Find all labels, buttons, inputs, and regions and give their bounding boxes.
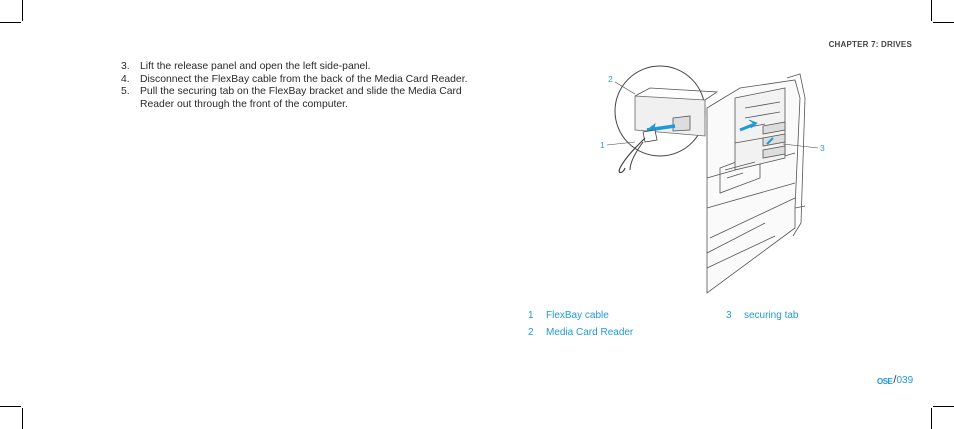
legend-label: Media Card Reader — [546, 327, 634, 338]
crop-mark — [931, 408, 932, 429]
legend-number: 3 — [726, 310, 732, 321]
legend-number: 1 — [528, 310, 534, 321]
crop-mark — [0, 406, 21, 407]
crop-mark — [933, 406, 954, 407]
step-text: Disconnect the FlexBay cable from the back of the Media Card Reader. — [140, 73, 468, 85]
legend-number: 2 — [528, 327, 534, 338]
crop-mark — [22, 408, 23, 429]
step-number: 4. — [121, 73, 130, 85]
step-item — [121, 61, 481, 74]
step-text: Lift the release panel and open the left side-panel. — [140, 61, 371, 72]
step-item — [121, 74, 481, 87]
crop-mark — [22, 0, 23, 21]
crop-mark — [931, 0, 932, 21]
crop-mark — [0, 22, 21, 23]
page-number — [877, 374, 913, 386]
step-number: 5. — [121, 86, 130, 98]
step-item — [121, 86, 481, 111]
crop-mark — [933, 22, 954, 23]
step-number: 3. — [121, 61, 130, 72]
legend-item — [726, 310, 798, 321]
brand-logo: OSE — [877, 377, 893, 386]
legend-label: securing tab — [744, 310, 799, 321]
page-number-value: 039 — [896, 375, 914, 386]
step-text: Pull the securing tab on the FlexBay bracket and slide the Media Card Reader out through the front of the computer. — [140, 86, 462, 110]
legend-label: FlexBay cable — [546, 310, 609, 321]
callout-number: 1 — [600, 140, 605, 150]
instruction-steps — [121, 61, 481, 111]
chapter-header: CHAPTER 7: DRIVES — [828, 40, 912, 49]
media-card-reader-figure — [595, 58, 840, 298]
computer-chassis-illustration — [595, 58, 840, 298]
legend-item — [528, 310, 609, 321]
callout-number: 2 — [608, 74, 613, 84]
page-separator: / — [893, 374, 897, 386]
callout-number: 3 — [820, 143, 825, 153]
legend-item — [528, 327, 633, 338]
